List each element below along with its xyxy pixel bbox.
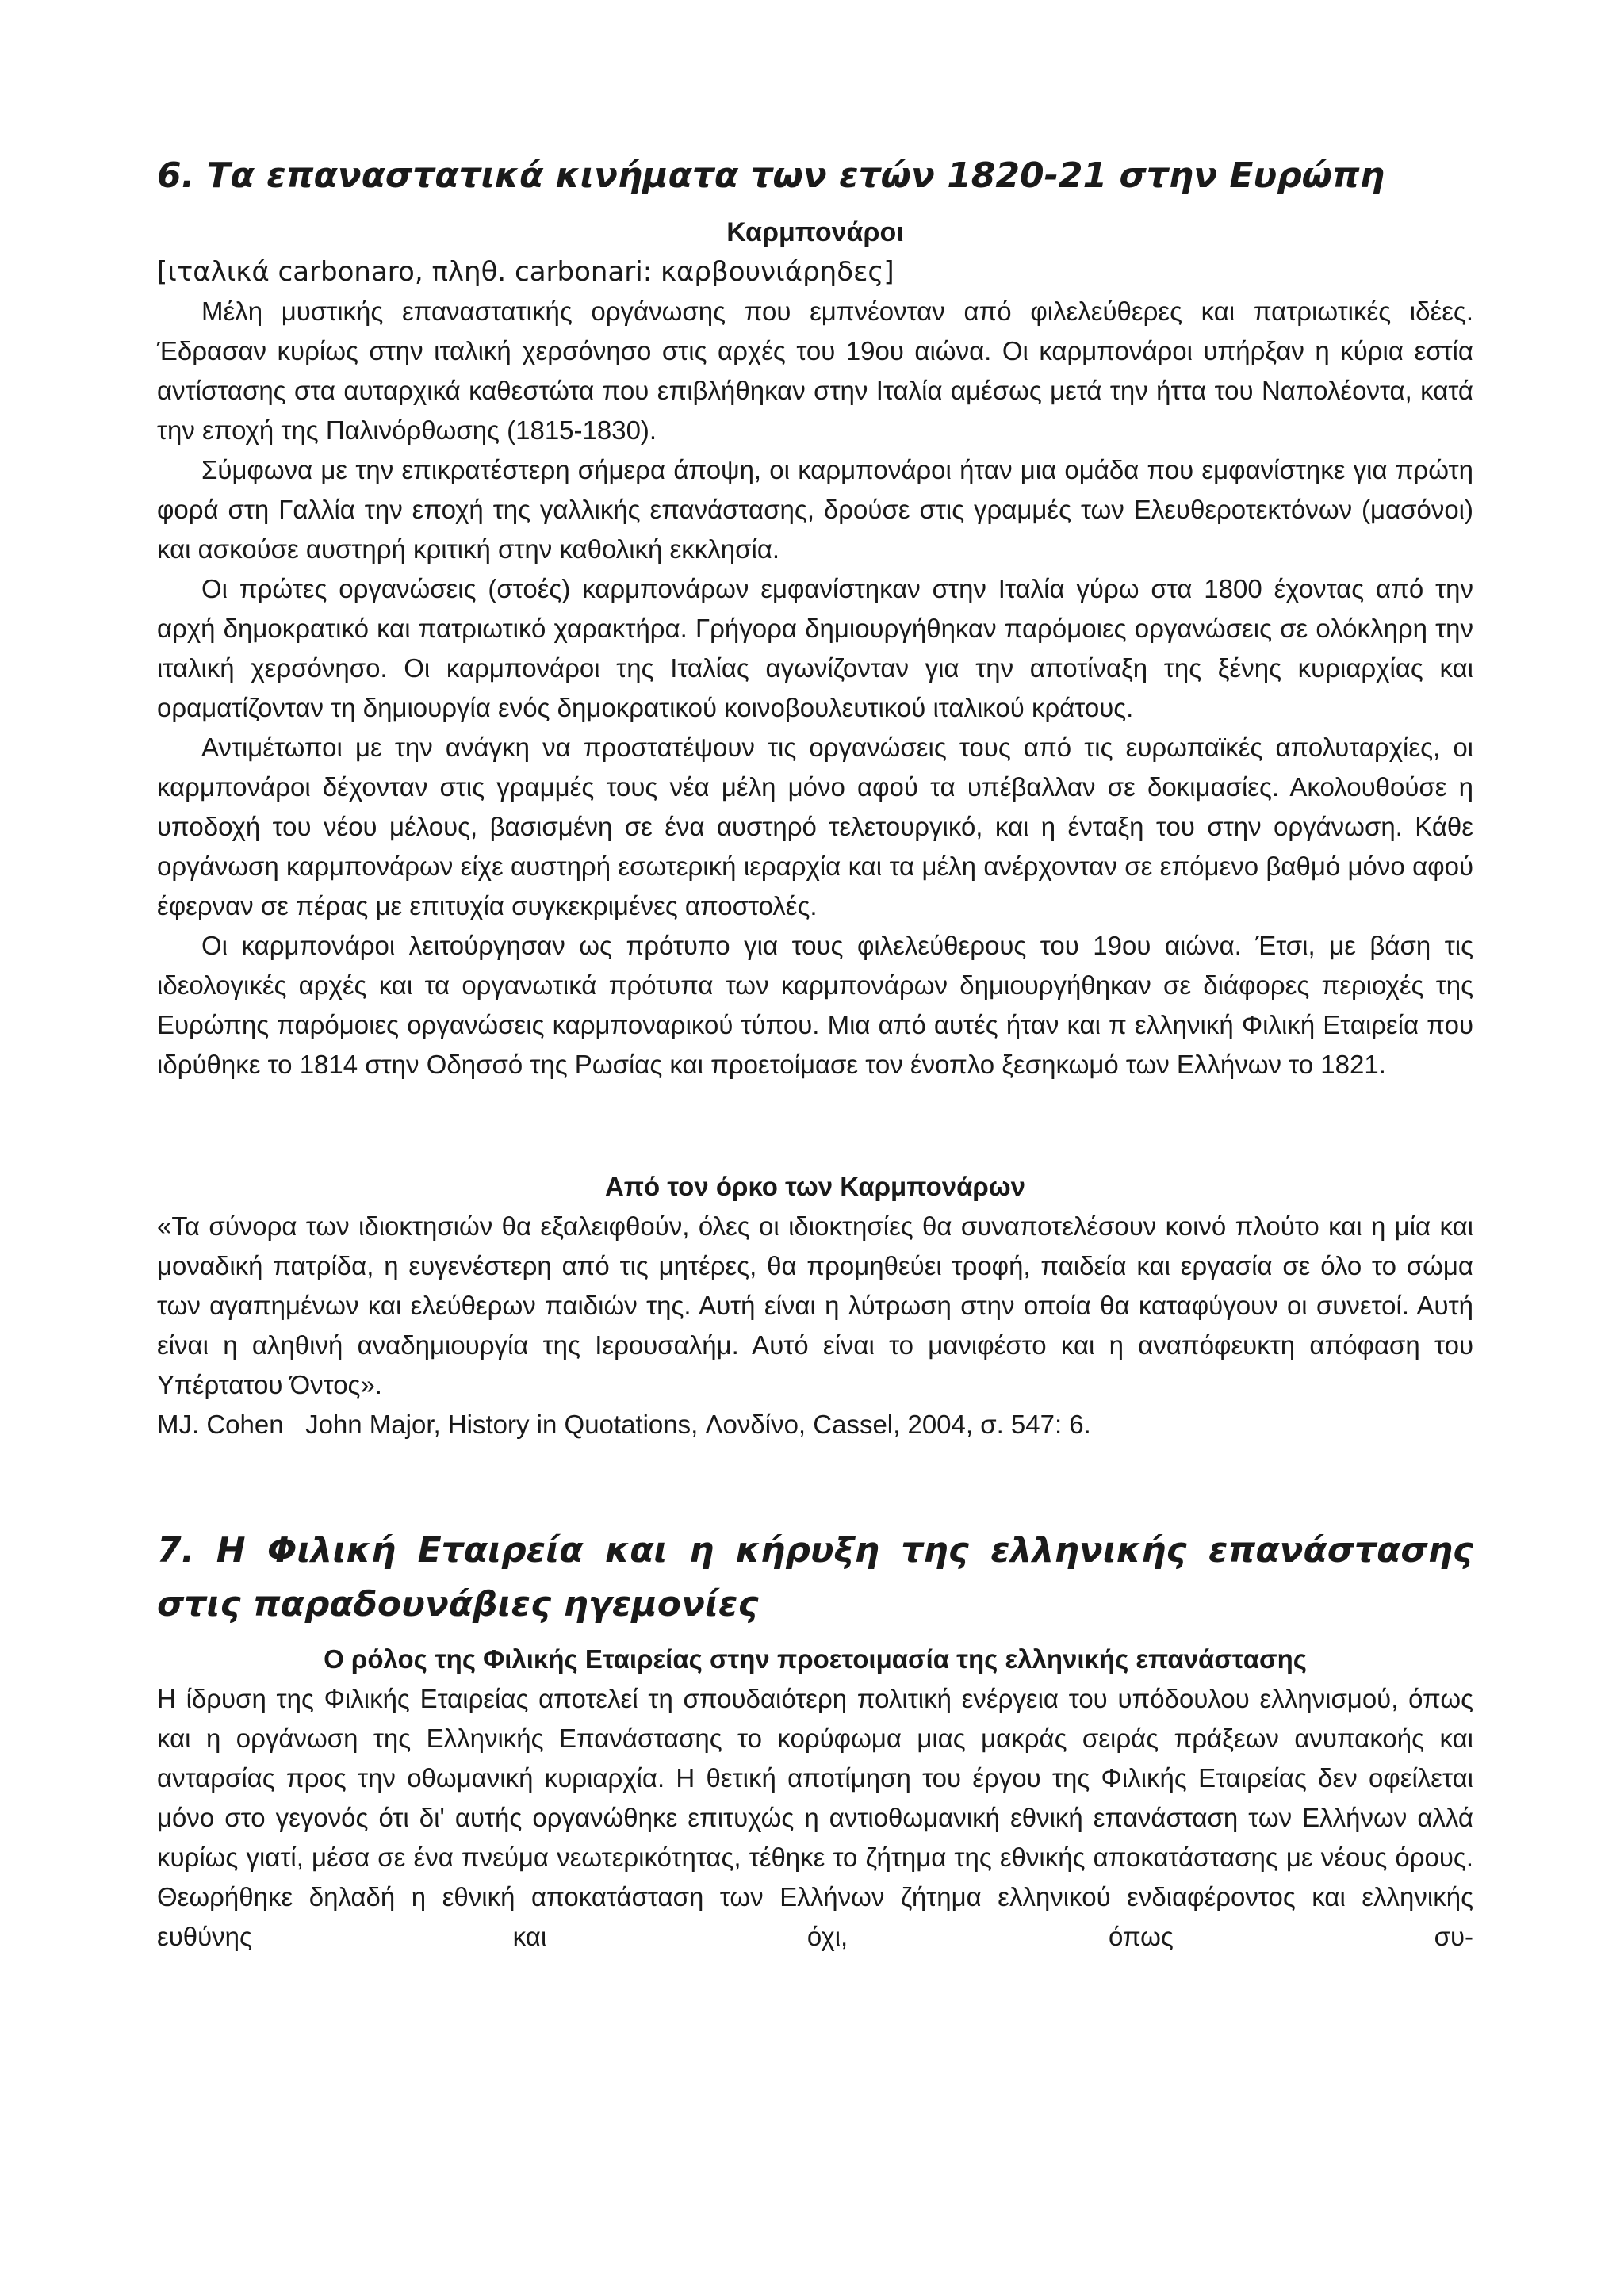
carbonari-paragraph-5: Οι καρμπονάροι λειτούργησαν ως πρότυπο για τους φιλελεύθερους του 19ου αιώνα. Έτσι, με βάση τις ιδεολογικές αρχές και τα οργανωτικά πρότυπα των καρμπονάρων δημιουργήθηκαν σε διάφορες περιοχές της Ευρώπης παρόμοιες οργανώσεις καρμποναρικού τύπου. Μια από αυτές ήταν και π ελληνική Φιλική Εταιρεία που ιδρύθηκε το 1814 στην Οδησσό της Ρωσίας και προετοίμασε τον ένοπλο ξεσηκωμό των Ελλήνων το 1821. — [157, 931, 1473, 1079]
section-6 — [157, 149, 1473, 1085]
section-7-subtitle: Ο ρόλος της Φιλικής Εταιρείας στην προετοιμασία της ελληνικής επανάστασης — [324, 1644, 1307, 1674]
carbonari-paragraph-3: Οι πρώτες οργανώσεις (στοές) καρμπονάρων εμφανίστηκαν στην Ιταλία γύρω στα 1800 έχοντας από την αρχή δημοκρατικό και πατριωτικό χαρακτήρα. Γρήγορα δημιουργήθηκαν παρόμοιες οργανώσεις σε ολόκληρη την ιταλική χερσόνησο. Οι καρμπονάροι της Ιταλίας αγωνίζονταν για την αποτίναξη της ξένης κυριαρχίας και οραματίζονταν τη δημιουργία ενός δημοκρατικού κοινοβουλευτικού ιταλικού κράτους. — [157, 574, 1473, 722]
carbonari-paragraph-2: Σύμφωνα με την επικρατέστερη σήμερα άποψη, οι καρμπονάροι ήταν μια ομάδα που εμφανίστηκε για πρώτη φορά στη Γαλλία την εποχή της γαλλικής επανάστασης, δρούσε στις γραμμές των Ελευθεροτεκτόνων (μασόνοι) και ασκούσε αυστηρή κριτική στην καθολική εκκλησία. — [157, 455, 1473, 564]
oath-citation: MJ. Cohen John Major, History in Quotations, Λονδίνο, Cassel, 2004, σ. 547: 6. — [157, 1410, 1091, 1439]
section-6-heading: 6. Τα επαναστατικά κινήματα των ετών 1820-21 στην Ευρώπη — [157, 155, 1385, 196]
etymology-gloss: [ιταλικά carbonaro, πληθ. carbonari: καρβουνιάρηδες] — [157, 256, 894, 288]
oath-title: Από τον όρκο των Καρμπονάρων — [604, 1172, 1026, 1201]
filiki-eteria-paragraph: Η ίδρυση της Φιλικής Εταιρείας αποτελεί τη σπουδαιότερη πολιτική ενέργεια του υπόδουλου ελληνισμού, όπως και η οργάνωση της Ελληνικής Επανάστασης το κορύφωμα μιας μακράς σειράς πράξεων ανυπακοής και ανταρσίας προς την οθωμανική κυριαρχία. Η θετική αποτίμηση του έργου της Φιλικής Εταιρείας δεν οφείλεται μόνο στο γεγονός ότι δι' αυτής οργανώθηκε επιτυχώς η αντιοθωμανική εθνική επανάσταση των Ελλήνων αλλά κυρίως γιατί, μέσα σε ένα πνεύμα νεωτερικότητας, τέθηκε το ζήτημα της εθνικής αποκατάστασης με νέους όρους. Θεωρήθηκε δηλαδή η εθνική αποκατάσταση των Ελλήνων ζήτημα ελληνικού ενδιαφέροντος και ελληνικής ευθύνης και όχι, όπως συ- — [157, 1684, 1473, 1951]
carbonari-paragraph-1: Μέλη μυστικής επαναστατικής οργάνωσης που εμπνέονταν από φιλελεύθερες και πατριωτικές ιδέες. Έδρασαν κυρίως στην ιταλική χερσόνησο στις αρχές του 19ου αιώνα. Οι καρμπονάροι υπήρξαν η κύρια εστία αντίστασης στα αυταρχικά καθεστώτα που επιβλήθηκαν στην Ιταλία αμέσως μετά την ήττα του Ναπολέοντα, κατά την εποχή της Παλινόρθωσης (1815-1830). — [157, 297, 1473, 445]
section-7 — [157, 1524, 1473, 1957]
oath-quote: «Τα σύνορα των ιδιοκτησιών θα εξαλειφθούν, όλες οι ιδιοκτησίες θα συναποτελέσουν κοινό πλούτο και η μία και μοναδική πατρίδα, η ευγενέστερη από τις μητέρες, θα προμηθεύει τροφή, παιδεία και εργασία σε όλο το σώμα των αγαπημένων και ελεύθερων παιδιών της. Αυτή είναι η λύτρωση στην οποία θα καταφύγουν οι συνετοί. Αυτή είναι η αληθινή αναδημιουργία της Ιερουσαλήμ. Αυτό είναι το μανιφέστο και η αναπόφευκτη απόφαση του Υπέρτατου Όντος». — [157, 1211, 1473, 1399]
section-7-heading: 7. Η Φιλική Εταιρεία και η κήρυξη της ελληνικής επανάστασης στις παραδουνάβιες ηγεμονίες — [157, 1530, 1473, 1624]
carbonari-paragraph-4: Αντιμέτωποι με την ανάγκη να προστατέψουν τις οργανώσεις τους από τις ευρωπαϊκές απολυταρχίες, οι καρμπονάροι δέχονταν στις γραμμές τους νέα μέλη μόνο αφού τα υπέβαλλαν σε δοκιμασίες. Ακολουθούσε η υποδοχή του νέου μέλους, βασισμένη σε ένα αυστηρό τελετουργικό, και η ένταξη του στην οργάνωση. Κάθε οργάνωση καρμπονάρων είχε αυστηρή εσωτερική ιεραρχία και τα μέλη ανέρχονταν σε επόμενο βαθμό μόνο αφού έφερναν σε πέρας με επιτυχία συγκεκριμένες αποστολές. — [157, 733, 1473, 920]
section-6-subtitle: Καρμπονάροι — [726, 217, 904, 247]
oath-excerpt — [157, 1167, 1473, 1445]
